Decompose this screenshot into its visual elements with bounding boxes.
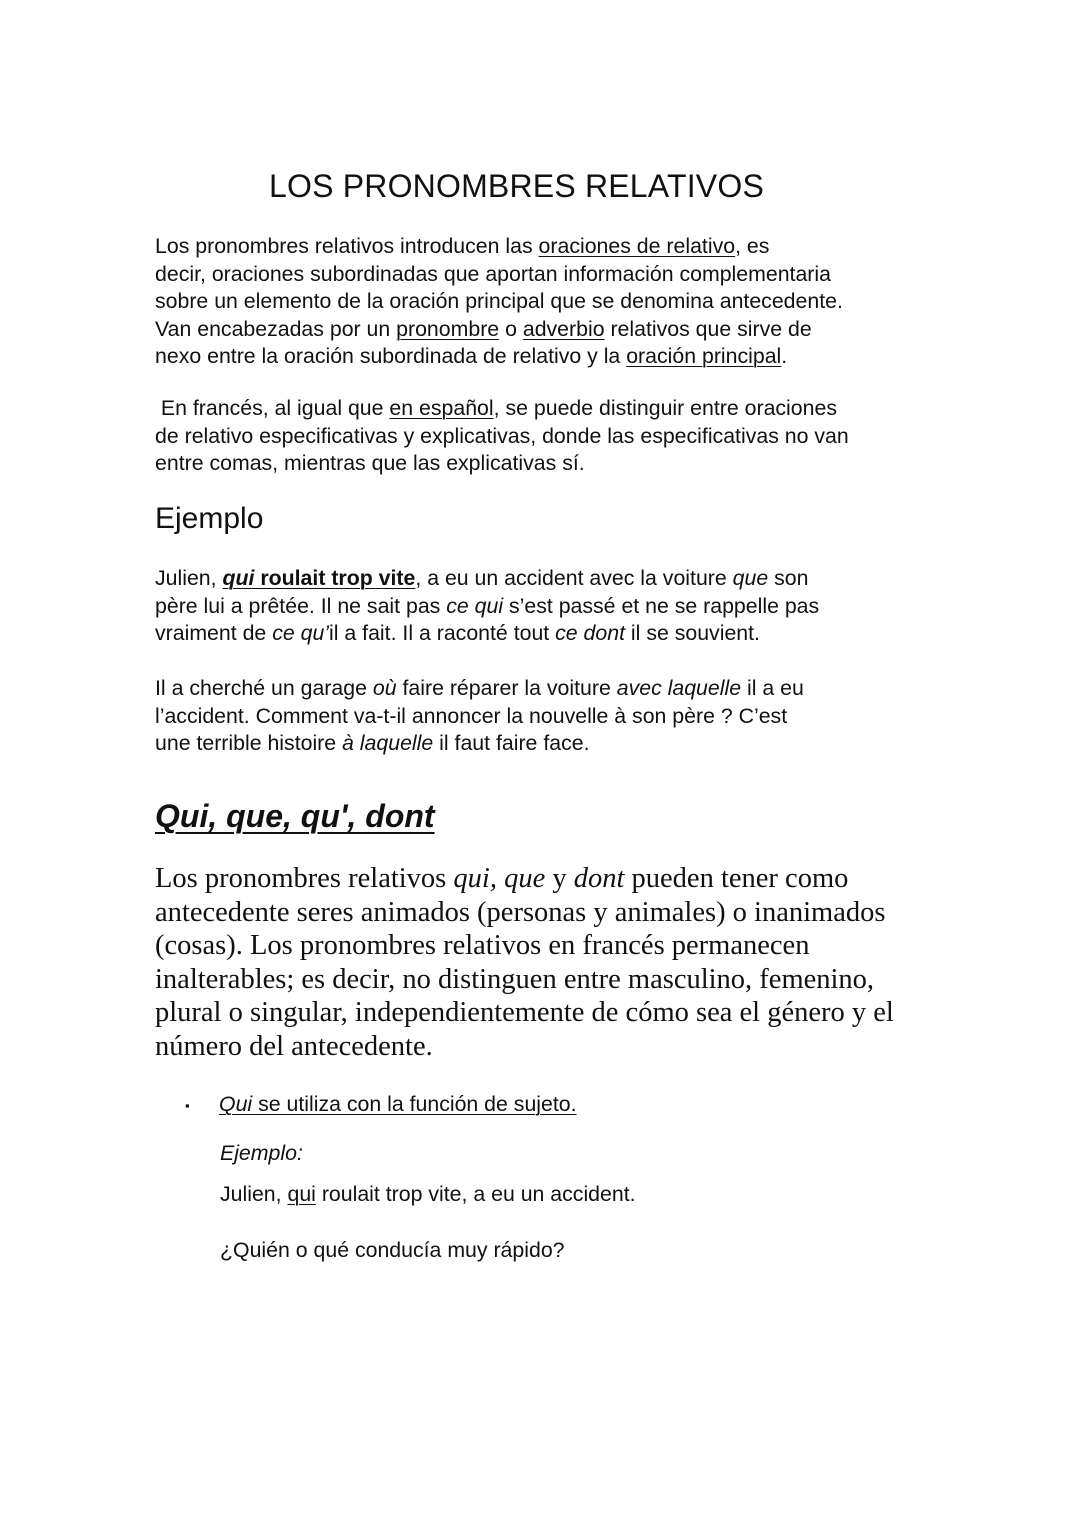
text: son: [768, 566, 809, 590]
text: Julien,: [155, 566, 223, 590]
bullet-text: se utiliza con la función de sujeto.: [252, 1092, 577, 1116]
example-heading: Ejemplo: [155, 502, 264, 535]
text: , a eu un accident avec la voiture: [415, 566, 733, 590]
text: Il a cherché un garage: [155, 676, 373, 700]
text-line: entre comas, mientras que las explicativas sí.: [155, 451, 585, 475]
text: roulait trop vite, a eu un accident.: [315, 1182, 636, 1206]
text: faire réparer la voiture: [396, 676, 617, 700]
example-paragraph-2: [155, 675, 945, 758]
bullet-qui: Qui: [219, 1092, 253, 1116]
text: , es: [735, 234, 770, 258]
text: pueden tener como: [624, 863, 849, 894]
text: il se souvient.: [625, 621, 760, 645]
text: Los pronombres relativos: [155, 863, 454, 894]
link-adverbio[interactable]: adverbio: [522, 316, 605, 341]
pronoun-ce-qu: ce qu’: [272, 621, 330, 645]
pronoun-ce-dont: ce dont: [555, 621, 626, 645]
text: vraiment de: [155, 621, 273, 645]
pronoun-a-laquelle: à laquelle: [342, 731, 434, 755]
text-line: inalterables; es decir, no distinguen entre masculino, femenino,: [155, 963, 875, 995]
text: o: [499, 316, 523, 341]
bullet-example-sentence: [220, 1182, 636, 1207]
text-line: plural o singular, independientemente de cómo sea el género y el: [155, 997, 894, 1028]
text-line: número del antecedente.: [155, 1030, 433, 1062]
pronouns-qui-que: qui, que: [453, 863, 546, 894]
pronoun-que: que: [732, 566, 769, 590]
text: Van encabezadas por un: [155, 316, 397, 341]
text: nexo entre la oración subordinada de relativo y la: [155, 344, 627, 368]
example-paragraph-1: [155, 565, 945, 648]
highlight-clause: roulait trop vite: [254, 566, 416, 590]
page-title: LOS PRONOMBRES RELATIVOS: [269, 168, 764, 204]
text-line: de relativo especificativas y explicativas, donde las especificativas no van: [155, 423, 849, 448]
text: , se puede distinguir entre oraciones: [493, 396, 837, 420]
pronoun-ou: où: [372, 676, 397, 700]
text: il a eu: [741, 676, 804, 700]
pronoun-dont: dont: [573, 863, 625, 894]
bullet-item-qui: [185, 1092, 577, 1117]
intro-paragraph-2: [155, 395, 945, 478]
pronoun-ce-qui: ce qui: [446, 593, 504, 618]
text-line: l’accident. Comment va-t-il annoncer la nouvelle à son père ? C’est: [155, 703, 788, 728]
link-pronombre[interactable]: pronombre: [396, 316, 500, 341]
text: Julien,: [220, 1182, 288, 1206]
highlight-qui: qui: [222, 566, 255, 590]
text-line: sobre un elemento de la oración principal que se denomina antecedente.: [155, 289, 843, 313]
text: .: [781, 344, 788, 368]
text-line: (cosas). Los pronombres relativos en francés permanecen: [155, 930, 810, 961]
text: père lui a prêtée. Il ne sait pas: [155, 593, 447, 618]
intro-paragraph: [155, 233, 945, 371]
link-oracion-principal[interactable]: oración principal: [626, 344, 782, 368]
link-oraciones-de-relativo[interactable]: oraciones de relativo: [538, 234, 736, 258]
text: En francés, al igual que: [155, 396, 390, 420]
text: Los pronombres relativos introducen las: [155, 234, 539, 258]
bullet-icon: ▪: [185, 1097, 190, 1113]
text: il faut faire face.: [433, 731, 590, 755]
pronoun-avec-laquelle: avec laquelle: [616, 676, 742, 700]
text-line: decir, oraciones subordinadas que aportan información complementaria: [155, 261, 831, 286]
text: s’est passé et ne se rappelle pas: [503, 593, 820, 618]
section-heading: Qui, que, qu', dont: [155, 798, 435, 834]
text: y: [545, 863, 574, 894]
text: une terrible histoire: [155, 731, 343, 755]
section-paragraph: [155, 862, 945, 1063]
link-en-espanol[interactable]: en español: [389, 396, 494, 420]
bullet-example-question: ¿Quién o qué conducía muy rápido?: [220, 1238, 565, 1262]
underlined-qui: qui: [287, 1182, 316, 1206]
text: relativos que sirve de: [604, 316, 812, 341]
text: il a fait. Il a raconté tout: [329, 621, 556, 645]
text-line: antecedente seres animados (personas y animales) o inanimados: [155, 896, 886, 928]
bullet-example-label: Ejemplo:: [220, 1141, 303, 1165]
